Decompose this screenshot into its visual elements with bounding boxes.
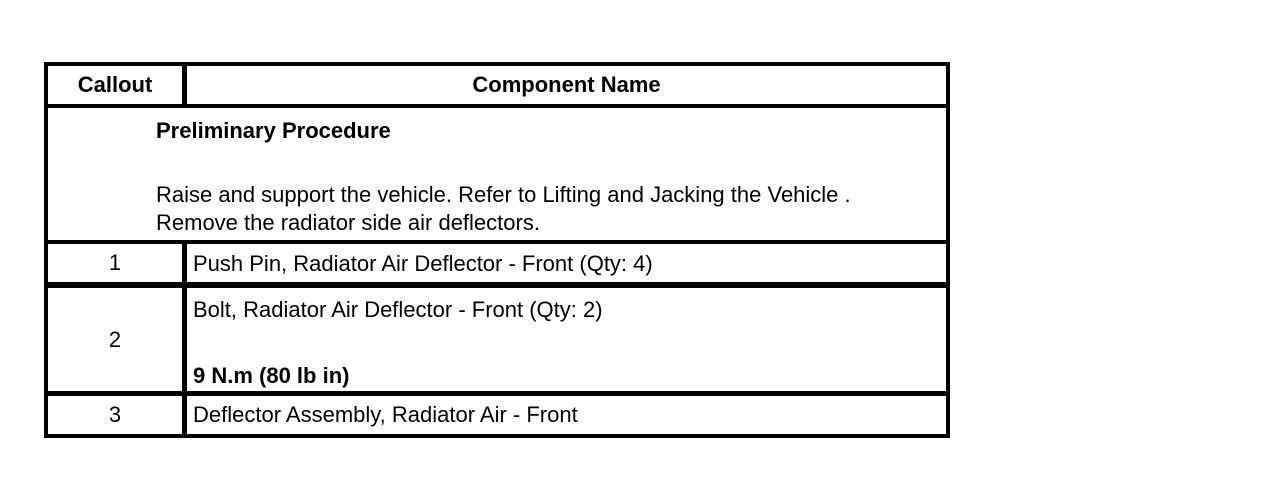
header-component-label: Component Name: [472, 72, 661, 97]
component-table: [44, 62, 950, 438]
header-callout-label: Callout: [77, 72, 153, 97]
table-row-2-callout: [48, 288, 182, 391]
torque-spec: 9 N.m (80 lb in): [193, 363, 350, 388]
component-name: Push Pin, Radiator Air Deflector - Front (Qty: 4): [193, 251, 653, 276]
component-name: Bolt, Radiator Air Deflector - Front (Qty: 2): [193, 297, 603, 322]
preliminary-procedure: [48, 108, 946, 240]
callout-number: 1: [108, 250, 122, 275]
header-component-name: [187, 66, 946, 104]
callout-number: 3: [108, 402, 122, 427]
table-row-3-name: [187, 396, 946, 434]
callout-number: 2: [108, 326, 122, 352]
table-row-1-name: [187, 244, 946, 282]
table-row-1-callout: [48, 244, 182, 282]
header-callout: [48, 66, 182, 104]
preliminary-line-1: Raise and support the vehicle. Refer to Lifting and Jacking the Vehicle .: [156, 182, 851, 207]
table-row-2-name: [187, 288, 946, 391]
component-name: Deflector Assembly, Radiator Air - Front: [193, 402, 578, 427]
preliminary-title: Preliminary Procedure: [156, 118, 391, 143]
preliminary-line-2: Remove the radiator side air deflectors.: [156, 210, 540, 235]
table-row-3-callout: [48, 396, 182, 434]
